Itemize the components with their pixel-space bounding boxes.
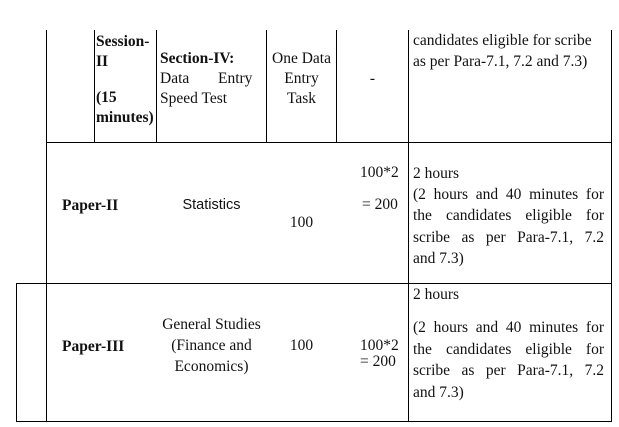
duration-line: as per Para-7.1, 7.2 and 7.3) xyxy=(413,53,588,70)
duration-line: the candidates eligible for xyxy=(413,207,604,224)
subject-line: Economics) xyxy=(174,358,249,375)
questions-cell: 100 xyxy=(289,214,314,231)
column-divider xyxy=(408,30,409,422)
marks-line: = 200 xyxy=(360,353,396,370)
column-divider xyxy=(46,30,47,422)
duration-line: the candidates eligible for xyxy=(413,341,604,358)
subject-cell: Statistics xyxy=(182,197,241,213)
duration-line: 2 hours xyxy=(413,286,460,303)
questions-cell: One Data xyxy=(272,50,331,67)
section-line: Speed Test xyxy=(160,90,228,107)
session-column-divider xyxy=(94,30,95,142)
session-label: II xyxy=(96,53,109,70)
duration-line: and 7.3) xyxy=(413,250,464,267)
duration-line: scribe as per Para-7.1, 7.2 xyxy=(413,229,604,246)
row-divider xyxy=(16,283,612,284)
section-line: Data xyxy=(160,70,190,87)
duration-line: candidates eligible for scribe xyxy=(413,32,592,49)
duration-line: (2 hours and 40 minutes for xyxy=(413,319,604,336)
section-title: Section-IV: xyxy=(160,50,235,67)
marks-cell: - xyxy=(369,70,376,87)
section-line: Entry xyxy=(218,70,253,87)
table-left-border xyxy=(16,283,17,422)
session-label: Session- xyxy=(96,33,150,50)
paper-name: Paper-III xyxy=(62,338,125,355)
marks-line: = 200 xyxy=(362,196,398,213)
duration-line: and 7.3) xyxy=(413,384,464,401)
column-divider xyxy=(156,30,157,142)
marks-line: 100*2 xyxy=(360,164,399,181)
session-duration: minutes) xyxy=(96,109,154,126)
session-duration: (15 xyxy=(96,89,117,106)
paper-name: Paper-II xyxy=(62,197,119,214)
table-bottom-border xyxy=(16,421,612,422)
duration-line: 2 hours xyxy=(413,165,460,182)
questions-cell: 100 xyxy=(289,337,314,354)
questions-cell: Task xyxy=(286,90,317,107)
marks-line: 100*2 xyxy=(360,337,399,354)
questions-cell: Entry xyxy=(284,70,319,87)
subject-line: General Studies xyxy=(162,316,261,333)
duration-line: (2 hours and 40 minutes for xyxy=(413,186,604,203)
row-divider xyxy=(46,142,612,143)
subject-line: (Finance and xyxy=(171,337,252,354)
table-right-border xyxy=(611,30,612,422)
duration-line: scribe as per Para-7.1, 7.2 xyxy=(413,362,604,379)
